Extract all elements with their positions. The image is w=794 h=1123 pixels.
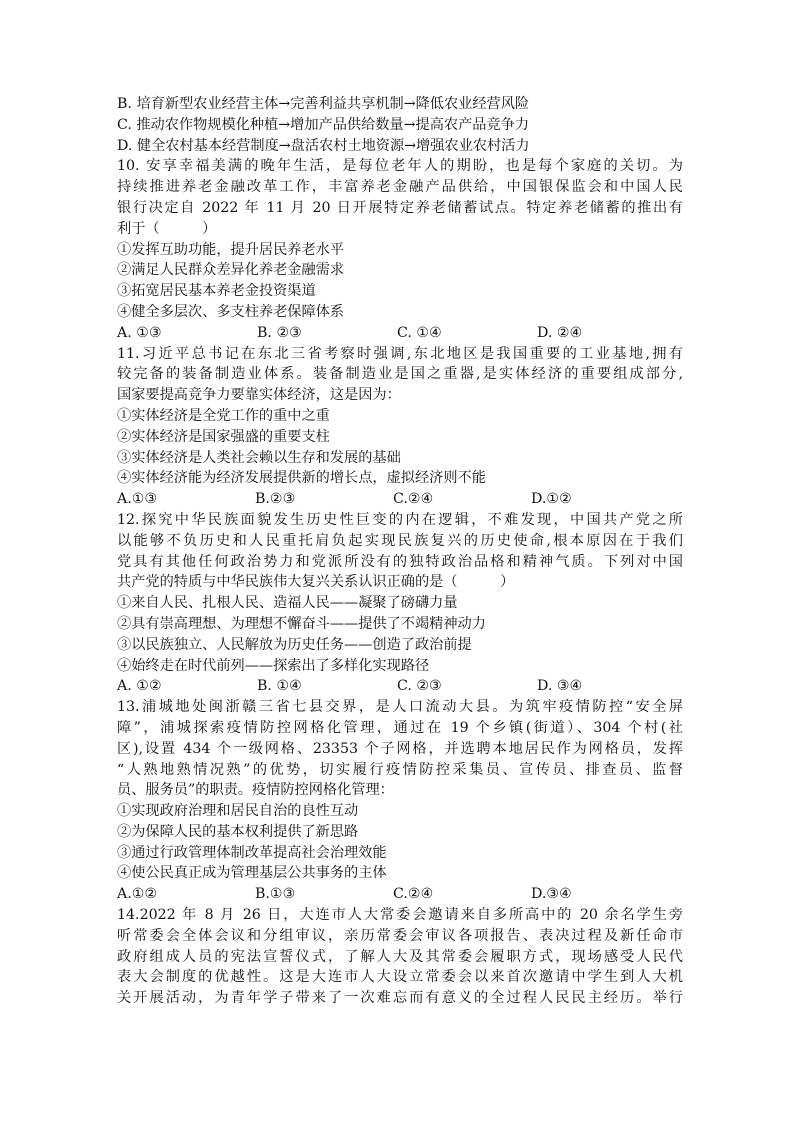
question-stem-line: 关开展活动，为青年学子带来了一次难忘而有意义的全过程人民民主经历。举行 bbox=[117, 990, 683, 1007]
statement-item: ③以民族独立、人民解放为历史任务——创造了政治前提 bbox=[117, 636, 472, 653]
question-stem-line: 表大会制度的优越性。这是大连市人大设立常委会以来首次邀请中学生到人大机 bbox=[117, 969, 683, 986]
choice-c: C.②④ bbox=[393, 886, 434, 903]
exam-page bbox=[117, 94, 683, 1009]
question-stem-line: 员、服务员”的职责。疫情防控网格化管理： bbox=[117, 782, 394, 799]
question-stem-line: 12.探究中华民族面貌发生历史性巨变的内在逻辑，不难发现，中国共产党之所 bbox=[117, 511, 683, 528]
statement-item: ②为保障人民的基本权利提供了新思路 bbox=[117, 823, 359, 840]
question-stem-line: 区),设置 434 个一级网格、23353 个子网格，并选聘本地居民作为网格员，发挥 bbox=[117, 740, 683, 757]
statement-item: ①实现政府治理和居民自治的良性互动 bbox=[117, 803, 359, 820]
statement-item: ①来自人民、扎根人民、造福人民——凝聚了磅礴力量 bbox=[117, 595, 458, 612]
option-b: B. 培育新型农业经营主体→完善利益共享机制→降低农业经营风险 bbox=[117, 96, 530, 112]
question-14 bbox=[117, 905, 683, 1009]
choice-b: B. ②③ bbox=[257, 324, 302, 341]
question-9-options bbox=[117, 94, 683, 156]
statement-item: ③实体经济是人类社会赖以生存和发展的基础 bbox=[117, 449, 401, 466]
question-stem-line: 以能够不负历史和人民重托肩负起实现民族复兴的历史使命,根本原因在于我们 bbox=[117, 532, 683, 549]
question-stem-line: 10. 安享幸福美满的晚年生活，是每位老年人的期盼，也是每个家庭的关切。为 bbox=[117, 158, 683, 175]
question-stem-line: 听常委会全体会议和分组审议，亲历常委会审议各项报告、表决过程及新任命市 bbox=[117, 927, 683, 944]
choice-b: B.①③ bbox=[255, 886, 296, 903]
question-stem-line: 国家要提高竞争力要靠实体经济，这是因为： bbox=[117, 387, 401, 404]
question-12 bbox=[117, 510, 683, 697]
choice-a: A. ①② bbox=[117, 678, 162, 695]
statement-item: ①发挥互助功能，提升居民养老水平 bbox=[117, 241, 345, 258]
answer-choices bbox=[117, 676, 683, 697]
choice-d: D.①② bbox=[531, 491, 572, 508]
question-11 bbox=[117, 344, 683, 510]
question-stem-line: 党具有其他任何政治势力和党派所没有的独特政治品格和精神气质。下列对中国 bbox=[117, 553, 683, 570]
statement-item: ④始终走在时代前列——探索出了多样化实现路径 bbox=[117, 657, 430, 674]
statement-item: ③通过行政管理体制改革提高社会治理效能 bbox=[117, 844, 387, 861]
question-stem-line: 利于（ ） bbox=[117, 220, 217, 237]
statement-item: ③拓宽居民基本养老金投资渠道 bbox=[117, 283, 316, 300]
question-stem-line: 较完备的装备制造业体系。装备制造业是国之重器,是实体经济的重要组成部分, bbox=[117, 366, 683, 383]
answer-choices bbox=[117, 884, 683, 905]
question-10 bbox=[117, 156, 683, 343]
choice-a: A.①② bbox=[117, 886, 158, 903]
statement-item: ②满足人民群众差异化养老金融需求 bbox=[117, 262, 345, 279]
choice-a: A.①③ bbox=[117, 491, 158, 508]
choice-c: C. ①④ bbox=[397, 324, 442, 341]
question-stem-line: 银行决定自 2022 年 11 月 20 日开展特定养老储蓄试点。特定养老储蓄的推出有 bbox=[117, 199, 683, 216]
choice-d: D. ②④ bbox=[537, 324, 583, 341]
statement-item: ④健全多层次、多支柱养老保障体系 bbox=[117, 303, 345, 320]
choice-b: B. ①④ bbox=[257, 678, 302, 695]
question-stem-line: “人熟地熟情况熟”的优势，切实履行疫情防控采集员、宣传员、排查员、监督 bbox=[117, 761, 683, 778]
answer-choices bbox=[117, 323, 683, 344]
statement-item: ②实体经济是国家强盛的重要支柱 bbox=[117, 428, 330, 445]
question-stem-line: 13.浦城地处闽浙赣三省七县交界，是人口流动大县。为筑牢疫情防控“安全屏 bbox=[117, 699, 683, 716]
option-d: D. 健全农村基本经营制度→盘活农村土地资源→增强农业农村活力 bbox=[117, 137, 530, 154]
choice-a: A. ①③ bbox=[117, 324, 162, 341]
choice-c: C. ②③ bbox=[397, 678, 442, 695]
question-stem-line: 14.2022 年 8 月 26 日，大连市人大常委会邀请来自多所高中的 20 余名学生旁 bbox=[117, 907, 683, 924]
option-c: C. 推动农作物规模化种植→增加产品供给数量→提高农产品竞争力 bbox=[117, 116, 530, 133]
statement-item: ②具有崇高理想、为理想不懈奋斗——提供了不竭精神动力 bbox=[117, 615, 486, 632]
choice-d: D.③④ bbox=[531, 886, 572, 903]
question-13 bbox=[117, 697, 683, 905]
question-stem-line: 共产党的特质与中华民族伟大复兴关系认识正确的是（ ） bbox=[117, 574, 515, 591]
statement-item: ④使公民真正成为管理基层公共事务的主体 bbox=[117, 865, 387, 882]
statement-item: ①实体经济是全党工作的重中之重 bbox=[117, 407, 330, 424]
question-stem-line: 11.习近平总书记在东北三省考察时强调,东北地区是我国重要的工业基地,拥有 bbox=[117, 345, 683, 362]
answer-choices bbox=[117, 489, 683, 510]
statement-item: ④实体经济能为经济发展提供新的增长点，虚拟经济则不能 bbox=[117, 470, 486, 487]
question-stem-line: 政府组成人员的宪法宣誓仪式，了解人大及其常委会履职方式，现场感受人民代 bbox=[117, 948, 683, 965]
choice-d: D. ③④ bbox=[537, 678, 583, 695]
question-stem-line: 持续推进养老金融改革工作，丰富养老金融产品供给，中国银保监会和中国人民 bbox=[117, 179, 683, 196]
question-stem-line: 障”，浦城探索疫情防控网格化管理，通过在 19 个乡镇(街道）、304 个村(社 bbox=[117, 719, 683, 736]
choice-b: B.②③ bbox=[255, 491, 296, 508]
choice-c: C.②④ bbox=[393, 491, 434, 508]
